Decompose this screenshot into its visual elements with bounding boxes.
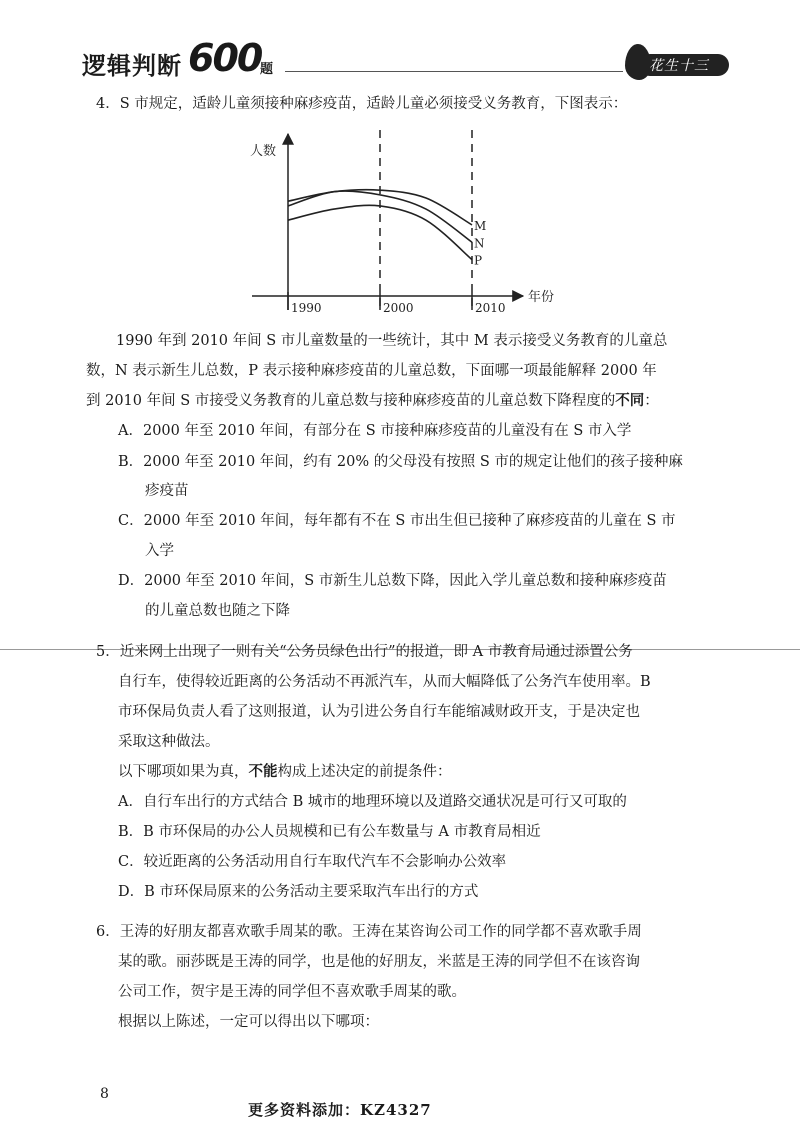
q5-line-2: 自行车，使得较近距离的公务活动不再派汽车，从而大幅降低了公务汽车使用率。B xyxy=(118,674,651,690)
series-label-M: M xyxy=(474,218,487,233)
q6-line-1: 6．王涛的好朋友都喜欢歌手周某的歌。王涛在某咨询公司工作的同学都不喜欢歌手周 xyxy=(96,924,642,940)
q4-option-b-cont: 疹疫苗 xyxy=(145,483,189,499)
q4-emphasis: 不同 xyxy=(615,392,645,409)
x-tick-label-2010: 2010 xyxy=(475,301,506,315)
page-number: 8 xyxy=(100,1086,109,1102)
q5-emphasis: 不能 xyxy=(248,763,278,780)
q5-line-4: 采取这种做法。 xyxy=(118,734,220,750)
series-label-N: N xyxy=(474,236,485,251)
q4-option-a: A．2000 年至 2010 年间，有部分在 S 市接种麻疹疫苗的儿童没有在 S 市入学 xyxy=(118,423,632,439)
q4-chart xyxy=(238,128,568,320)
x-axis-label: 年份 xyxy=(528,290,555,305)
book-title: 逻辑判断 xyxy=(82,51,182,80)
series-label-P: P xyxy=(474,253,483,268)
q6-line-3: 公司工作，贺宇是王涛的同学但不喜欢歌手周某的歌。 xyxy=(118,984,466,1000)
q4-option-b: B．2000 年至 2010 年间，约有 20% 的父母没有按照 S 市的规定让他们的孩子接种麻 xyxy=(118,454,683,470)
line-chart xyxy=(238,128,568,320)
q5-line-1: 5．近来网上出现了一则有关“公务员绿色出行”的报道，即 A 市教育局通过添置公务 xyxy=(96,644,633,660)
q4-desc-line-3 xyxy=(86,391,659,411)
q4-stem: 4．S 市规定，适龄儿童须接种麻疹疫苗，适龄儿童必须接受义务教育，下图表示： xyxy=(96,96,628,112)
q4-option-c: C．2000 年至 2010 年间，每年都有不在 S 市出生但已接种了麻疹疫苗的儿童在 S 市 xyxy=(118,513,676,529)
page-header xyxy=(70,36,735,86)
q4-desc-line-1: 1990 年到 2010 年间 S 市儿童数量的一些统计，其中 M 表示接受义务教育的儿童总 xyxy=(116,333,668,349)
q5-question-prefix: 以下哪项如果为真， xyxy=(118,764,249,780)
x-tick-label-2000: 2000 xyxy=(383,301,414,315)
q4-option-c-cont: 入学 xyxy=(145,543,174,559)
q5-option-b: B．B 市环保局的办公人员规模和已有公车数量与 A 市教育局相近 xyxy=(118,824,541,840)
book-suffix: 题 xyxy=(260,62,274,77)
book-number: 600 xyxy=(188,36,262,80)
q5-question-suffix: 构成上述决定的前提条件： xyxy=(277,764,452,780)
header-rule xyxy=(285,71,623,72)
q5-option-a: A．自行车出行的方式结合 B 城市的地理环境以及道路交通状况是可行又可取的 xyxy=(118,794,627,810)
q5-option-c: C．较近距离的公务活动用自行车取代汽车不会影响办公效率 xyxy=(118,854,507,870)
x-tick-label-1990: 1990 xyxy=(291,301,322,315)
q4-desc-line-3-suffix: ： xyxy=(644,393,659,409)
q4-option-d: D．2000 年至 2010 年间，S 市新生儿总数下降，因此入学儿童总数和接种麻疹疫苗 xyxy=(118,573,667,589)
brand-logo xyxy=(619,42,731,82)
q4-option-d-cont: 的儿童总数也随之下降 xyxy=(145,603,290,619)
q5-line-3: 市环保局负责人看了这则报道，认为引进公务自行车能缩减财政开支，于是决定也 xyxy=(118,704,640,720)
q6-line-2: 某的歌。丽莎既是王涛的同学，也是他的好朋友，米蓝是王涛的同学但不在该咨询 xyxy=(118,954,640,970)
q4-desc-line-3-prefix: 到 2010 年间 S 市接受义务教育的儿童总数与接种麻疹疫苗的儿童总数下降程度的 xyxy=(86,393,616,409)
q4-desc-line-2: 数，N 表示新生儿总数，P 表示接种麻疹疫苗的儿童总数，下面哪一项最能解释 2000 年 xyxy=(86,363,657,379)
q5-question xyxy=(118,762,452,782)
brand-name: 花生十三 xyxy=(649,58,709,74)
footer-note: 更多资料添加：KZ4327 xyxy=(248,1101,432,1119)
q6-line-4: 根据以上陈述，一定可以得出以下哪项： xyxy=(118,1014,379,1030)
q5-option-d: D．B 市环保局原来的公务活动主要采取汽车出行的方式 xyxy=(118,884,479,900)
y-axis-label: 人数 xyxy=(250,144,277,159)
